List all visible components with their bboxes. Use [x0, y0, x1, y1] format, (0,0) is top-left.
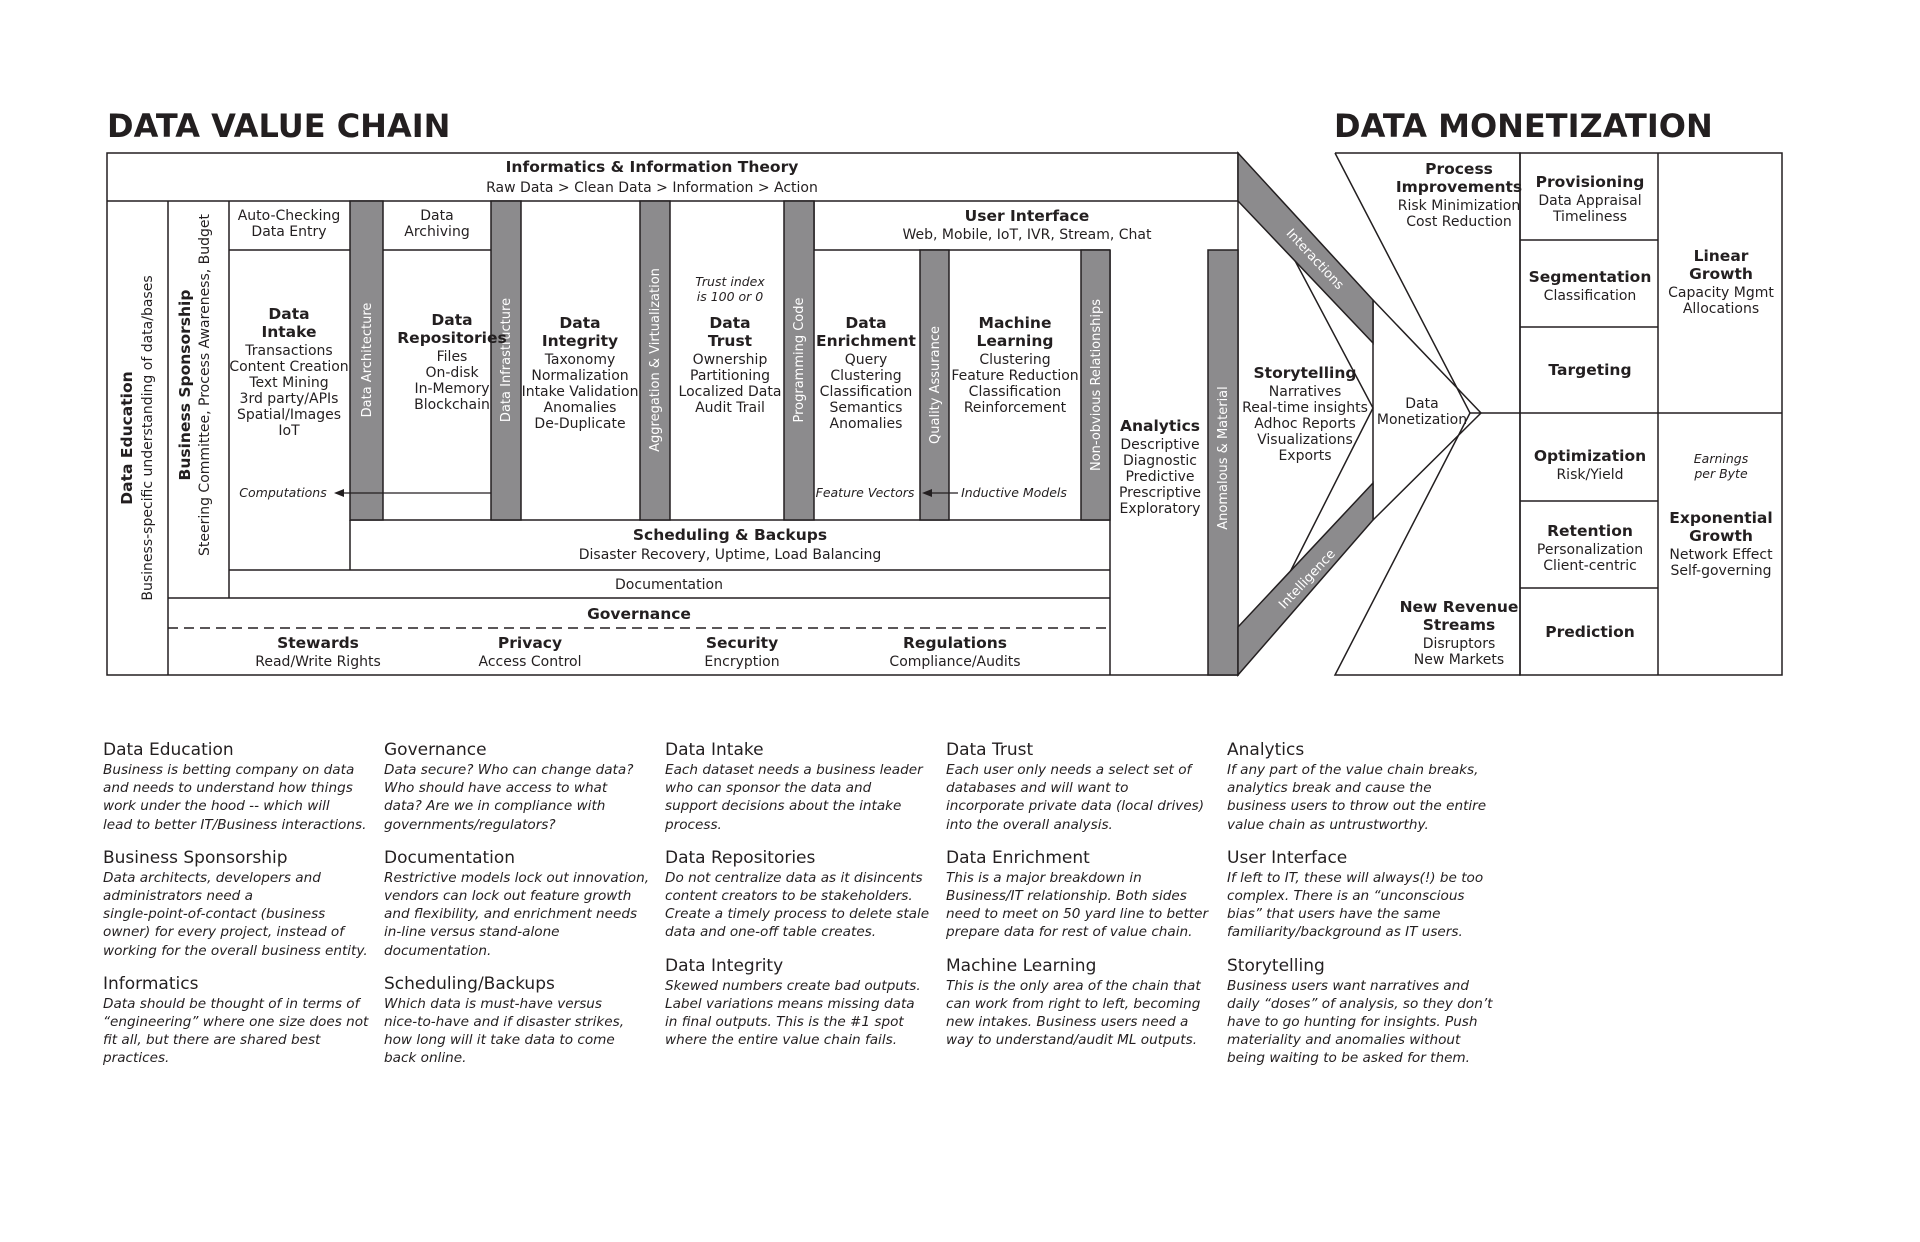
ml-item: Feature Reduction [951, 368, 1079, 384]
note-block [946, 956, 1216, 1050]
note-line: Business/IT relationship. Both sides [946, 888, 1187, 905]
note-title: Documentation [384, 847, 516, 868]
note-block [103, 848, 373, 960]
data-education-title: Data Education [118, 371, 136, 505]
storytelling-title: Storytelling [1253, 364, 1357, 382]
optimization-item: Risk/Yield [1556, 467, 1624, 483]
governance-item-sub: Access Control [478, 654, 582, 670]
note-line: familiarity/background as IT users. [1227, 924, 1463, 941]
segmentation-item: Classification [1543, 288, 1637, 304]
note-block [1227, 956, 1497, 1068]
note-line: back online. [384, 1050, 467, 1067]
note-line: owner) for every project, instead of [103, 924, 345, 941]
integrity-item: Taxonomy [544, 352, 616, 368]
exponential-growth-item: Self-governing [1670, 563, 1772, 579]
note-line: databases and will want to [946, 780, 1129, 797]
earnings-line2: per Byte [1694, 466, 1748, 481]
computations-label: Computations [239, 485, 327, 500]
note-line: can work from right to left, becoming [946, 995, 1201, 1012]
note-line: practices. [103, 1050, 170, 1067]
user-interface-sub: Web, Mobile, IoT, IVR, Stream, Chat [902, 227, 1152, 243]
band-quality-assurance: Quality Assurance [928, 326, 943, 444]
analytics-item: Predictive [1125, 469, 1195, 485]
analytics-item: Exploratory [1119, 501, 1201, 517]
intake-item: Text Mining [249, 375, 329, 391]
note-line: Each user only needs a select set of [946, 762, 1192, 778]
note-line: Each dataset needs a business leader [665, 762, 923, 778]
band-data-architecture: Data Architecture [360, 302, 375, 418]
intake-item: 3rd party/APIs [239, 391, 339, 407]
band-intelligence: Intelligence [1276, 546, 1339, 613]
data-entry-label: Data Entry [251, 224, 327, 240]
storytelling-item: Visualizations [1257, 432, 1353, 448]
notes-column-2 [384, 740, 654, 1082]
note-block [946, 848, 1216, 942]
note-block [946, 740, 1216, 834]
enrichment-item: Semantics [829, 400, 903, 416]
note-title: Data Enrichment [946, 847, 1090, 868]
integrity-item: Intake Validation [521, 384, 639, 400]
note-line: process. [665, 816, 722, 833]
repositories-title: Repositories [397, 329, 507, 347]
enrichment-item: Query [844, 352, 888, 368]
note-line: working for the overall business entity. [103, 942, 368, 959]
note-line: documentation. [384, 942, 492, 959]
storytelling-item: Real-time insights [1242, 400, 1368, 416]
exponential-growth-title: Exponential [1669, 509, 1773, 527]
note-title: Data Education [103, 740, 234, 760]
trust-item: Partitioning [690, 368, 770, 384]
linear-growth-item: Allocations [1682, 301, 1760, 317]
governance-item-sub: Compliance/Audits [889, 654, 1021, 670]
informatics-sub: Raw Data > Clean Data > Information > Action [486, 180, 818, 196]
note-line: being waiting to be asked for them. [1227, 1050, 1470, 1067]
note-line: who can sponsor the data and [665, 780, 872, 797]
band-programming-code: Programming Code [792, 297, 807, 423]
note-block [384, 848, 654, 960]
note-title: Data Trust [946, 740, 1034, 760]
trust-item: Audit Trail [695, 400, 765, 416]
data-archiving-line1: Data [420, 208, 454, 224]
segmentation-title: Segmentation [1528, 268, 1652, 286]
note-line: and needs to understand how things [103, 780, 353, 797]
note-line: materiality and anomalies without [1227, 1032, 1461, 1049]
note-title: Data Intake [665, 740, 764, 760]
note-line: need to meet on 50 yard line to better [946, 906, 1209, 923]
informatics-title: Informatics & Information Theory [505, 158, 799, 176]
process-title: Process [1425, 160, 1493, 178]
note-line: data? Are we in compliance with [384, 798, 606, 815]
exponential-growth-item: Network Effect [1669, 547, 1773, 563]
note-title: Business Sponsorship [103, 847, 288, 868]
note-block [1227, 848, 1497, 942]
user-interface-title: User Interface [964, 207, 1090, 225]
notes-column-4 [946, 740, 1216, 1063]
repositories-title: Data [431, 311, 473, 329]
enrichment-item: Clustering [830, 368, 902, 384]
note-line: into the overall analysis. [946, 816, 1113, 833]
linear-growth-item: Capacity Mgmt [1668, 285, 1774, 301]
repositories-item: Blockchain [414, 397, 490, 413]
analytics-item: Prescriptive [1118, 485, 1202, 501]
note-title: Governance [384, 740, 487, 760]
business-sponsorship-title: Business Sponsorship [176, 289, 194, 481]
note-title: Scheduling/Backups [384, 973, 555, 994]
note-line: Label variations means missing data [665, 995, 915, 1012]
integrity-item: Anomalies [543, 400, 617, 416]
note-line: work under the hood -- which will [103, 798, 330, 815]
trust-item: Ownership [692, 352, 768, 368]
enrichment-title: Enrichment [816, 332, 916, 350]
note-block [384, 974, 654, 1068]
note-title: Informatics [103, 973, 199, 994]
analytics-item: Descriptive [1120, 437, 1200, 453]
note-line: new intakes. Business users need a [946, 1014, 1189, 1031]
retention-item: Client-centric [1543, 558, 1637, 574]
note-line: where the entire value chain fails. [665, 1032, 898, 1049]
note-title: Analytics [1227, 740, 1305, 760]
data-archiving-line2: Archiving [404, 224, 470, 240]
trust-item: Localized Data [678, 384, 782, 400]
note-line: Who should have access to what [384, 780, 608, 797]
title-data-value-chain: DATA VALUE CHAIN [107, 107, 451, 145]
note-block [665, 956, 935, 1050]
trust-title: Trust [707, 332, 753, 350]
scheduling-title: Scheduling & Backups [632, 526, 828, 544]
note-line: Create a timely process to delete stale [665, 906, 930, 923]
process-item: Cost Reduction [1406, 214, 1512, 230]
title-data-monetization: DATA MONETIZATION [1334, 107, 1713, 145]
note-line: If left to IT, these will always(!) be too [1227, 869, 1484, 886]
note-block [665, 848, 935, 942]
intake-item: Transactions [245, 343, 333, 359]
note-line: Business is betting company on data [103, 762, 355, 778]
targeting-title: Targeting [1548, 361, 1632, 379]
note-line: Skewed numbers create bad outputs. [665, 977, 921, 994]
note-line: Which data is must-have versus [384, 995, 602, 1012]
note-line: complex. There is an “unconscious [1227, 888, 1465, 905]
note-block [665, 740, 935, 834]
process-item: Risk Minimization [1397, 198, 1521, 214]
integrity-item: Normalization [531, 368, 629, 384]
band-aggregation: Aggregation & Virtualization [648, 268, 663, 452]
note-block [103, 740, 373, 834]
note-title: User Interface [1227, 847, 1348, 868]
note-line: lead to better IT/Business interactions. [103, 816, 367, 833]
note-line: value chain as untrustworthy. [1227, 816, 1429, 833]
trust-note: is 100 or 0 [696, 289, 764, 304]
ml-title: Learning [976, 332, 1054, 350]
note-line: single-point-of-contact (business [103, 906, 326, 923]
note-block [1227, 740, 1497, 834]
governance-item-title: Regulations [903, 634, 1007, 652]
band-anomalous-material: Anomalous & Material [1216, 386, 1231, 530]
note-line: administrators need a [103, 888, 253, 905]
band-non-obvious: Non-obvious Relationships [1089, 298, 1104, 472]
note-line: data and one-off table creates. [665, 924, 877, 941]
inductive-models-label: Inductive Models [961, 485, 1067, 500]
notes-column-1 [103, 740, 373, 1082]
provisioning-title: Provisioning [1535, 173, 1645, 191]
note-line: how long will it take data to come [384, 1032, 615, 1049]
data-monetization-line2: Monetization [1376, 412, 1468, 428]
integrity-item: De-Duplicate [534, 416, 626, 432]
analytics-title: Analytics [1119, 417, 1201, 435]
note-title: Storytelling [1227, 955, 1325, 976]
note-line: This is the only area of the chain that [946, 977, 1201, 994]
note-line: Restrictive models lock out innovation, [384, 869, 650, 886]
note-line: fit all, but there are shared best [103, 1032, 321, 1049]
note-block [384, 740, 654, 834]
note-line: Data architects, developers and [103, 869, 321, 886]
governance-item-title: Stewards [277, 634, 359, 652]
note-line: incorporate private data (local drives) [946, 798, 1205, 815]
note-line: Business users want narratives and [1227, 977, 1469, 994]
intake-title: Data [268, 305, 310, 323]
data-monetization-line1: Data [1405, 396, 1439, 412]
linear-growth-title: Growth [1689, 265, 1753, 283]
note-title: Data Repositories [665, 847, 816, 868]
ml-item: Classification [968, 384, 1062, 400]
repositories-item: On-disk [425, 365, 479, 381]
ml-title: Machine [978, 314, 1052, 332]
note-line: daily “doses” of analysis, so they don’t [1227, 995, 1493, 1012]
note-line: Do not centralize data as it disincents [665, 869, 923, 886]
band-data-infrastructure: Data Infrastructure [499, 297, 514, 423]
business-sponsorship-sub: Steering Committee, Process Awareness, Budget [197, 213, 213, 557]
note-title: Machine Learning [946, 955, 1097, 976]
note-line: If any part of the value chain breaks, [1227, 762, 1479, 778]
intake-title: Intake [261, 323, 317, 341]
note-line: support decisions about the intake [665, 798, 902, 815]
note-line: and flexibility, and enrichment needs [384, 906, 638, 923]
intake-item: IoT [278, 423, 300, 439]
storytelling-item: Exports [1278, 448, 1332, 464]
integrity-title: Integrity [541, 332, 619, 350]
integrity-title: Data [559, 314, 601, 332]
note-line: nice-to-have and if disaster strikes, [384, 1014, 625, 1031]
note-line: in-line versus stand-alone [384, 924, 560, 941]
storytelling-item: Narratives [1268, 384, 1342, 400]
scheduling-sub: Disaster Recovery, Uptime, Load Balancing [578, 547, 882, 563]
governance-item-sub: Read/Write Rights [255, 654, 381, 670]
note-title: Data Integrity [665, 955, 784, 976]
data-education-sub: Business-specific understanding of data/bases [140, 275, 156, 601]
enrichment-title: Data [845, 314, 887, 332]
note-line: in final outputs. This is the #1 spot [665, 1014, 904, 1031]
enrichment-item: Anomalies [829, 416, 903, 432]
note-line: bias” that users have the same [1227, 906, 1441, 923]
linear-growth-title: Linear [1693, 247, 1749, 265]
prediction-title: Prediction [1545, 623, 1635, 641]
repositories-item: Files [436, 349, 468, 365]
provisioning-item: Data Appraisal [1538, 193, 1642, 209]
note-line: vendors can lock out feature growth [384, 888, 632, 905]
trust-title: Data [709, 314, 751, 332]
note-line: governments/regulators? [384, 816, 556, 833]
intake-item: Content Creation [229, 359, 349, 375]
note-line: Data secure? Who can change data? [384, 762, 634, 778]
analytics-item: Diagnostic [1123, 453, 1197, 469]
ml-item: Clustering [979, 352, 1051, 368]
note-block [103, 974, 373, 1068]
governance-item-title: Privacy [497, 634, 563, 652]
note-line: Data should be thought of in terms of [103, 995, 360, 1012]
governance-title: Governance [587, 605, 691, 623]
optimization-title: Optimization [1533, 447, 1647, 465]
retention-title: Retention [1547, 522, 1633, 540]
note-line: This is a major breakdown in [946, 869, 1142, 886]
new-revenue-item: Disruptors [1422, 636, 1496, 652]
auto-checking-label: Auto-Checking [237, 208, 341, 224]
enrichment-item: Classification [819, 384, 913, 400]
intake-item: Spatial/Images [236, 407, 342, 423]
note-line: analytics break and cause the [1227, 780, 1432, 797]
process-title: Improvements [1395, 178, 1523, 196]
trust-note: Trust index [695, 274, 765, 289]
documentation-label: Documentation [615, 577, 723, 593]
note-line: content creators to be stakeholders. [665, 888, 913, 905]
governance-item-title: Security [705, 634, 779, 652]
ml-item: Reinforcement [963, 400, 1067, 416]
storytelling-item: Adhoc Reports [1254, 416, 1356, 432]
new-revenue-title: Streams [1422, 616, 1496, 634]
provisioning-item: Timeliness [1552, 209, 1628, 225]
governance-item-sub: Encryption [704, 654, 780, 670]
retention-item: Personalization [1536, 542, 1644, 558]
note-line: “engineering” where one size does not [103, 1014, 369, 1031]
feature-vectors-label: Feature Vectors [815, 485, 915, 500]
earnings-line1: Earnings [1693, 451, 1749, 466]
note-line: have to go hunting for insights. Push [1227, 1014, 1478, 1031]
note-line: business users to throw out the entire [1227, 798, 1487, 815]
repositories-item: In-Memory [414, 381, 490, 397]
notes-column-5 [1227, 740, 1497, 1082]
note-line: prepare data for rest of value chain. [946, 924, 1193, 941]
new-revenue-title: New Revenue [1399, 598, 1519, 616]
band-interactions: Interactions [1282, 226, 1347, 293]
exponential-growth-title: Growth [1689, 527, 1753, 545]
notes-column-3 [665, 740, 935, 1063]
new-revenue-item: New Markets [1413, 652, 1505, 668]
note-line: way to understand/audit ML outputs. [946, 1032, 1198, 1049]
